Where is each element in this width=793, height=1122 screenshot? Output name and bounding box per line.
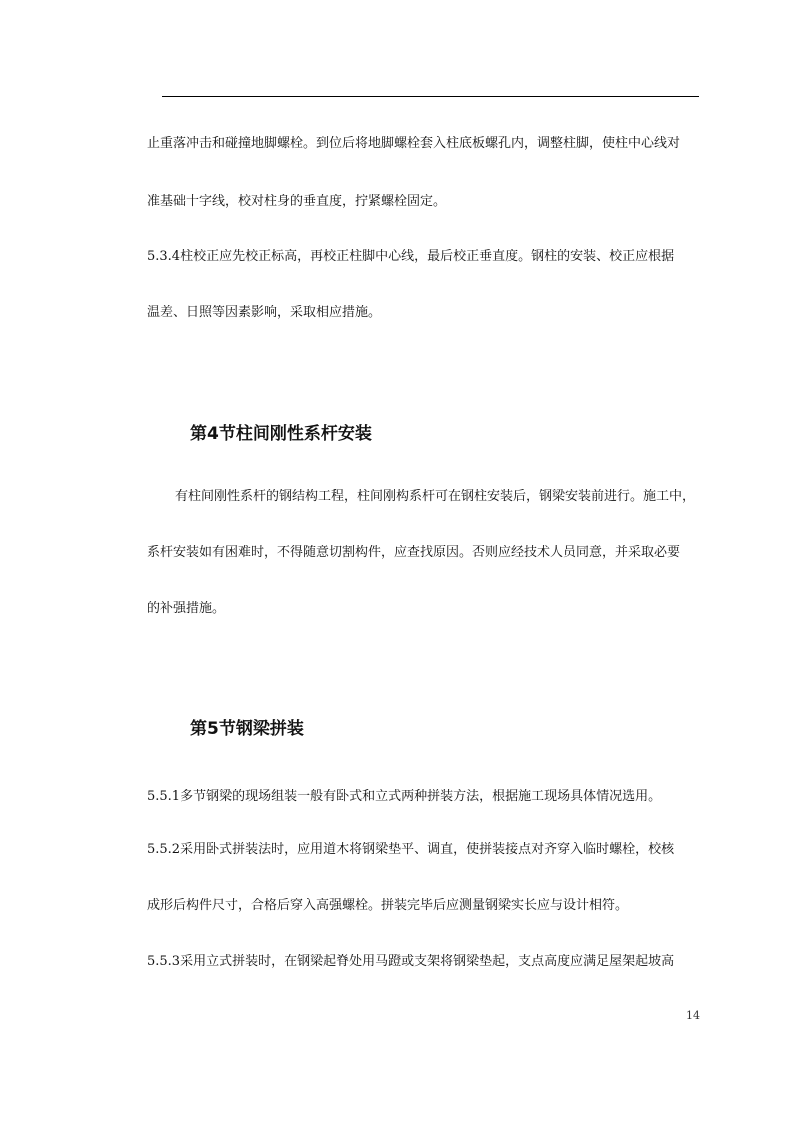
paragraph-line: 系杆安装如有困难时，不得随意切割构件，应查找原因。否则应经技术人员同意，并采取必要: [147, 545, 681, 560]
paragraph-line: 的补强措施。: [147, 601, 226, 616]
paragraph-line: 5.3.4柱校正应先校正标高，再校正柱脚中心线，最后校正垂直度。钢柱的安装、校正应根据: [147, 249, 675, 264]
paragraph-line: 5.5.3采用立式拼装时，在钢梁起脊处用马蹬或支架将钢梁垫起，支点高度应满足屋架起坡高: [147, 954, 675, 969]
paragraph-line: 5.5.2采用卧式拼装法时，应用道木将钢梁垫平、调直，使拼装接点对齐穿入临时螺栓，校核: [147, 842, 675, 857]
paragraph-line: 止重落冲击和碰撞地脚螺栓。到位后将地脚螺栓套入柱底板螺孔内，调整柱脚，使柱中心线对: [147, 136, 681, 151]
paragraph-line: 温差、日照等因素影响，采取相应措施。: [147, 305, 382, 320]
paragraph-line: 有柱间刚性系杆的钢结构工程，柱间刚构系杆可在钢柱安装后，钢梁安装前进行。施工中，: [175, 489, 696, 504]
paragraph-line: 5.5.1多节钢梁的现场组装一般有卧式和立式两种拼装方法，根据施工现场具体情况选用。: [147, 789, 662, 804]
section-5-heading: 第5节钢梁拼装: [190, 719, 304, 739]
section-4-heading: 第4节柱间刚性系杆安装: [190, 424, 372, 444]
paragraph-line: 准基础十字线，校对柱身的垂直度，拧紧螺栓固定。: [147, 194, 447, 209]
paragraph-line: 成形后构件尺寸，合格后穿入高强螺栓。拼装完毕后应测量钢梁实长应与设计相符。: [147, 898, 629, 913]
header-rule: [162, 96, 699, 97]
page-number: 14: [686, 1009, 700, 1022]
